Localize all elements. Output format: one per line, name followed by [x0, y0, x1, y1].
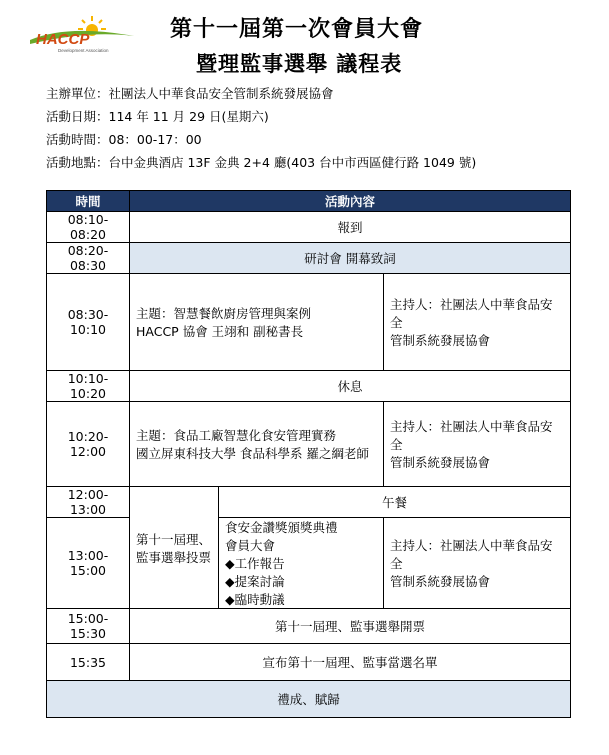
- table-row: [47, 681, 571, 718]
- host-line: 管制系統發展協會: [390, 333, 491, 348]
- row-time: 08:10-08:20: [47, 212, 130, 243]
- row-content: 研討會 開幕致詞: [130, 243, 571, 274]
- agenda-line: 會員大會: [225, 538, 276, 553]
- row-time: 10:20-12:00: [47, 402, 130, 487]
- haccp-logo: [28, 12, 138, 54]
- host-line: 主持人：社團法人中華食品安全: [390, 538, 553, 571]
- row-time: 08:20-08:30: [47, 243, 130, 274]
- election-line: 監事選舉投票: [136, 549, 212, 565]
- page-title: 第十一屆第一次會員大會: [170, 17, 424, 42]
- table-row: [47, 518, 571, 609]
- election-vote: [130, 487, 219, 609]
- row-time: 15:35: [47, 644, 130, 681]
- closing-row: 禮成、賦歸: [47, 681, 571, 718]
- row-content: 宣布第十一屆理、監事當選名單: [130, 644, 571, 681]
- row-content: 休息: [130, 371, 571, 402]
- date-info: 活動日期：114 年 11 月 29 日(星期六): [46, 109, 269, 124]
- session-host: [384, 402, 571, 487]
- row-content: 報到: [130, 212, 571, 243]
- agenda-line: 食安金讚獎頒獎典禮: [225, 520, 338, 535]
- session-host: [384, 274, 571, 371]
- topic-title: 主題：食品工廠智慧化食安管理實務: [136, 428, 337, 443]
- row-time: 13:00-15:00: [47, 518, 130, 609]
- agenda-item: ◆臨時動議: [225, 592, 285, 607]
- topic-title: 主題：智慧餐飲廚房管理與案例: [136, 306, 312, 321]
- header-content: 活動內容: [130, 191, 571, 212]
- row-time: 15:00-15:30: [47, 609, 130, 644]
- agenda-table: [46, 190, 571, 718]
- page-subtitle: 暨理監事選舉 議程表: [196, 52, 403, 76]
- header-time: 時間: [47, 191, 130, 212]
- table-row: [47, 609, 571, 644]
- row-content: 午餐: [219, 487, 571, 518]
- table-row: [47, 371, 571, 402]
- agenda-item: ◆工作報告: [225, 556, 285, 571]
- organizer-info: 主辦單位：社團法人中華食品安全管制系統發展協會: [46, 86, 334, 101]
- host-line: 主持人：社團法人中華食品安全: [390, 297, 553, 330]
- election-line: 第十一屆理、: [136, 531, 212, 547]
- session-host: [384, 518, 571, 609]
- table-row: [47, 644, 571, 681]
- table-row: [47, 212, 571, 243]
- logo-text: HACCP: [36, 31, 90, 48]
- row-time: 08:30-10:10: [47, 274, 130, 371]
- time-info: 活動時間：08：00-17：00: [46, 132, 202, 147]
- host-line: 管制系統發展協會: [390, 455, 491, 470]
- location-info: 活動地點：台中金典酒店 13F 金典 2+4 廳(403 台中市西區健行路 1049 號): [46, 155, 477, 170]
- topic-speaker: HACCP 協會 王翊和 副秘書長: [136, 324, 304, 339]
- assembly-agenda: [219, 518, 384, 609]
- logo-subtext: Development Association: [58, 48, 109, 53]
- table-row: [47, 487, 571, 518]
- host-line: 管制系統發展協會: [390, 574, 491, 589]
- table-row: [47, 243, 571, 274]
- session-topic: [130, 402, 384, 487]
- session-topic: [130, 274, 384, 371]
- table-row: [47, 274, 571, 371]
- agenda-item: ◆提案討論: [225, 574, 285, 589]
- host-line: 主持人：社團法人中華食品安全: [390, 419, 553, 452]
- row-time: 10:10-10:20: [47, 371, 130, 402]
- row-time: 12:00-13:00: [47, 487, 130, 518]
- table-row: [47, 402, 571, 487]
- row-content: 第十一屆理、監事選舉開票: [130, 609, 571, 644]
- topic-speaker: 國立屏東科技大學 食品科學系 羅之綱老師: [136, 446, 369, 461]
- table-header: [47, 191, 571, 212]
